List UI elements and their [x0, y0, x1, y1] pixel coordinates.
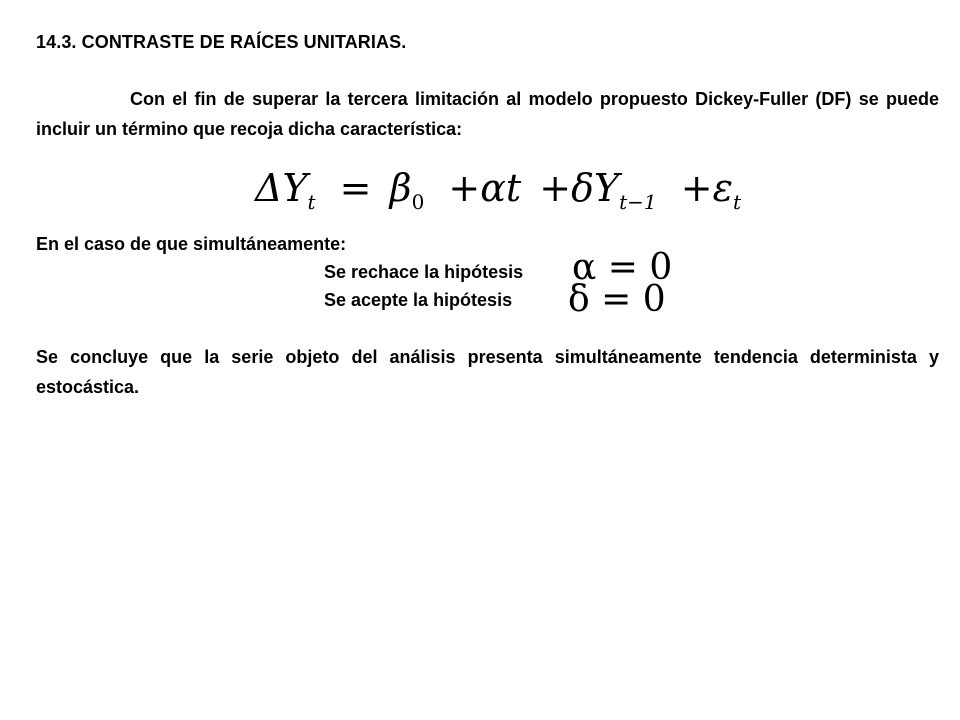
- eq-lhs: ΔY: [255, 166, 308, 210]
- eq-delta-y: δY: [571, 166, 620, 210]
- df-regression-equation: [255, 166, 741, 214]
- eq-beta: β: [389, 166, 412, 210]
- eq-lhs-sub: t: [307, 190, 316, 214]
- eq-equals: =: [339, 166, 372, 210]
- eq-plus-2: +: [539, 166, 572, 210]
- eq-delta-sub: t−1: [619, 190, 657, 214]
- condition-2-formula: δ = 0: [568, 279, 666, 320]
- conclusion-paragraph: Se concluye que la serie objeto del análisis presenta simultáneamente tendencia determinista y estocástica.: [36, 347, 939, 397]
- section-heading: 14.3. CONTRASTE DE RAÍCES UNITARIAS.: [36, 32, 407, 52]
- eq-plus-3: +: [680, 166, 713, 210]
- condition-2-text: Se acepte la hipótesis: [324, 290, 513, 310]
- eq-plus-1: +: [448, 166, 481, 210]
- eq-epsilon-sub: t: [732, 190, 742, 214]
- eq-epsilon: ε: [712, 166, 733, 210]
- condition-1-formula: α = 0: [572, 247, 673, 288]
- condition-1-text: Se rechace la hipótesis: [324, 262, 524, 282]
- eq-beta-sub: 0: [411, 190, 425, 214]
- condition-intro: En el caso de que simultáneamente:: [36, 234, 347, 254]
- eq-alpha-t: αt: [480, 166, 522, 210]
- intro-paragraph: Con el fin de superar la tercera limitación al modelo propuesto Dickey-Fuller (DF) se puede incluir un término que recoja dicha característica:: [36, 89, 939, 139]
